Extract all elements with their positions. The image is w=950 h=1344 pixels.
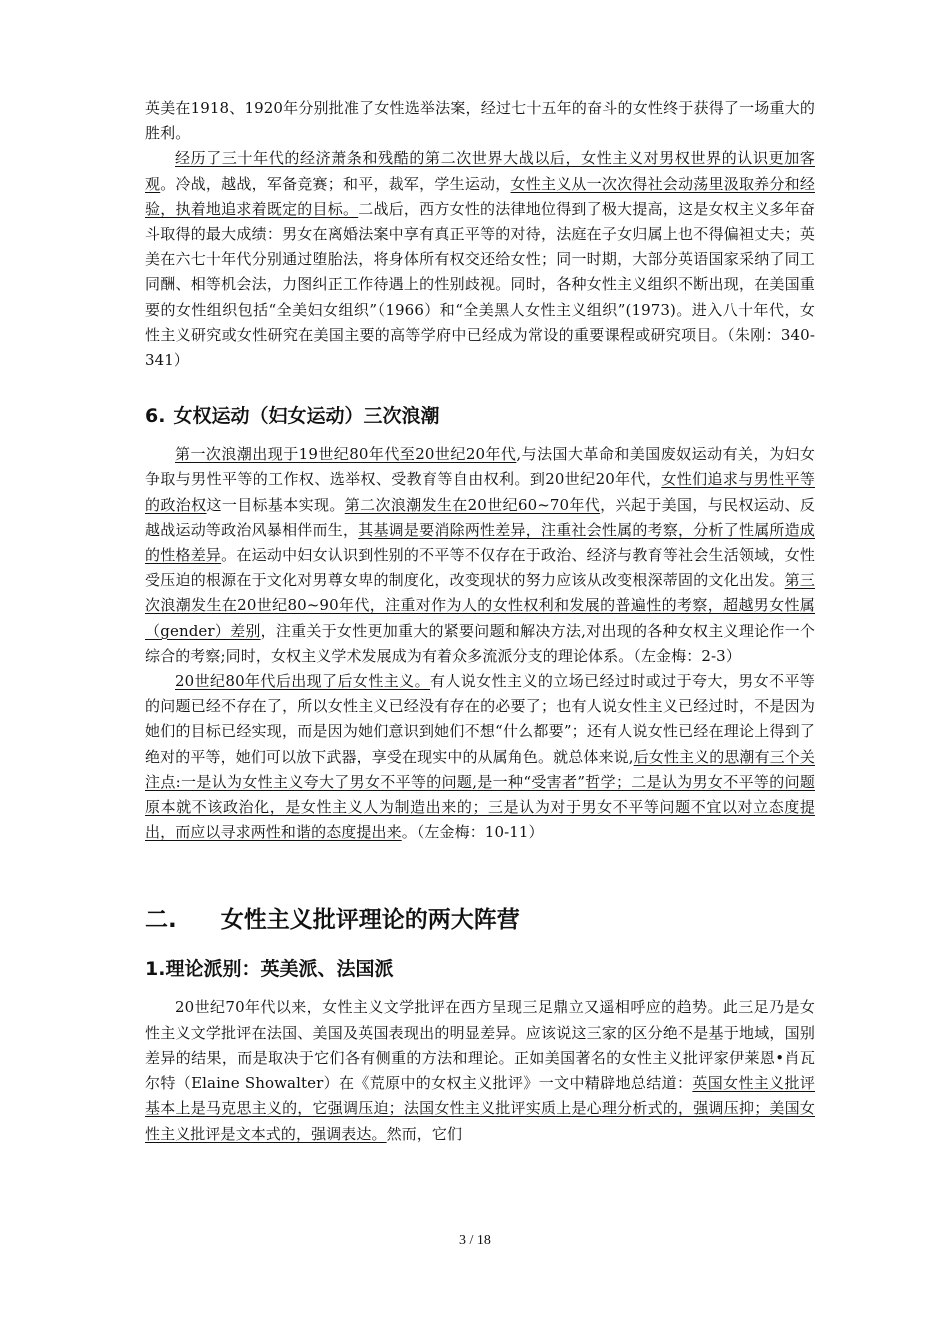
page-content [145,96,815,1147]
part-number: 二. [145,907,177,934]
underlined-text: 女性主义从一次次得社会动荡里汲取养分和经验，执着地追求着既定的目标。 [145,174,815,218]
intro-paragraph-2: 经历了三十年代的经济萧条和残酷的第二次世界大战以后，女性主义对男权世界的认识更加客观。冷战，越战，军备竞赛；和平，裁军，学生运动，女性主义从一次次得社会动荡里汲取养分和经验，执着地追求着既定的目标。二战后，西方女性的法律地位得到了极大提高，这是女权主义多年奋斗取得的最大成绩：男女在离婚法案中享有真正平等的对待，法庭在子女归属上也不得偏袒丈夫；英美在六七十年代分别通过堕胎法，将身体所有权交还给女性；同一时期，大部分英语国家采纳了同工同酬、相等机会法，力图纠正工作待遇上的性别歧视。同时，各种女性主义组织不断出现，在美国重要的女性组织包括“全美妇女组织”（1966）和“全美黑人女性主义组织”(1973)。进入八十年代，女性主义研究或女性研究在美国主要的高等学府中已经成为常设的重要课程或研究项目。（朱刚：340-341） [145,149,815,370]
underlined-text: 英国女性主义批评基本上是马克思主义的，它强调压迫；法国女性主义批评实质上是心理分析式的，强调压抑；美国女性主义批评是文本式的，强调表达。 [145,1074,816,1143]
section-title: 女权运动（妇女运动）三次浪潮 [173,405,440,428]
section-1-paragraph-1: 20世纪70年代以来，女性主义文学批评在西方呈现三足鼎立又遥相呼应的趋势。此三足乃是女性主义文学批评在法国、美国及英国表现出的明显差异。应该说这三家的区分绝不是基于地域，国别差异的结果，而是取决于它们各有侧重的方法和理论。正如美国著名的女性主义批评家伊莱恩•肖瓦尔特（Elaine Showalter）在《荒原中的女权主义批评》一文中精辟地总结道：英国女性主义批评基本上是马克思主义的，它强调压迫；法国女性主义批评实质上是心理分析式的，强调压抑；美国女性主义批评是文本式的，强调表达。然而，它们 [145,998,816,1143]
page-number: 3 / 18 [459,1233,491,1248]
section-6-paragraph-1: 第一次浪潮出现于19世纪80年代至20世纪20年代,与法国大革命和美国废奴运动有关，为妇女争取与男性平等的工作权、选举权、受教育等自由权利。到20世纪20年代，女性们追求与男性平等的政治权这一目标基本实现。第二次浪潮发生在20世纪60~70年代，兴起于美国，与民权运动、反越战运动等政治风暴相伴而生，其基调是要消除两性差异，注重社会性属的考察，分析了性属所造成的性格差异。在运动中妇女认识到性别的不平等不仅存在于政治、经济与教育等社会生活领域，女性受压迫的根源在于文化对男尊女卑的制度化，改变现状的努力应该从改变根深蒂固的文化出发。第三次浪潮发生在20世纪80~90年代，注重对作为人的女性权利和发展的普遍性的考察，超越男女性属（gender）差别，注重关于女性更加重大的紧要问题和解决方法,对出现的各种女权主义理论作一个综合的考察;同时，女权主义学术发展成为有着众多流派分支的理论体系。（左金梅：2-3） [145,445,816,665]
section-1-heading [145,954,815,981]
underlined-text: 第三次浪潮发生在20世纪80~90年代，注重对作为人的女性权利和发展的普遍性的考察，超越男女性属（gender）差别 [145,571,815,640]
section-number: 6. [145,405,166,428]
underlined-text: 第二次浪潮发生在20世纪60~70年代 [344,495,601,514]
underlined-text: 第一次浪潮出现于19世纪80年代至20世纪20年代 [175,445,517,464]
part-title: 女性主义批评理论的两大阵营 [220,907,520,934]
section-number: 1. [145,958,166,981]
section-6-paragraph-2: 20世纪80年代后出现了后女性主义。有人说女性主义的立场已经过时或过于夸大，男女不平等的问题已经不存在了，所以女性主义已经没有存在的必要了；也有人说女性主义已经过时，不是因为她们的目标已经实现，而是因为她们意识到她们不想“什么都要”；还有人说女性已经在理论上得到了绝对的平等，她们可以放下武器，享受在现实中的从属角色。就总体来说,后女性主义的思潮有三个关注点:一是认为女性主义夸大了男女不平等的问题,是一种“受害者”哲学；二是认为男女不平等的问题原本就不该政治化，是女性主义人为制造出来的；三是认为对于男女不平等问题不宜以对立态度提出，而应以寻求两性和谐的态度提出来。（左金梅：10-11） [145,672,815,842]
underlined-text: 女性们追求与男性平等的政治权 [145,470,815,514]
underlined-text: 后女性主义的思潮有三个关注点:一是认为女性主义夸大了男女不平等的问题,是一种“受害者”哲学；二是认为男女不平等的问题原本就不该政治化，是女性主义人为制造出来的；三是认为对于男女不平等问题不宜以对立态度提出，而应以寻求两性和谐的态度提出来 [145,747,815,842]
part-2-heading [145,901,815,934]
section-6-heading [145,401,815,428]
underlined-text: 20世纪80年代后出现了后女性主义。 [175,672,430,691]
section-title: 理论派别：英美派、法国派 [165,958,394,981]
underlined-text: 其基调是要消除两性差异，注重社会性属的考察，分析了性属所造成的性格差异 [145,520,815,565]
underlined-text: 经历了三十年代的经济萧条和残酷的第二次世界大战以后，女性主义对男权世界的认识更加客观 [145,149,815,193]
intro-paragraph-1: 英美在1918、1920年分别批准了女性选举法案，经过七十五年的奋斗的女性终于获得了一场重大的胜利。 [145,99,815,143]
